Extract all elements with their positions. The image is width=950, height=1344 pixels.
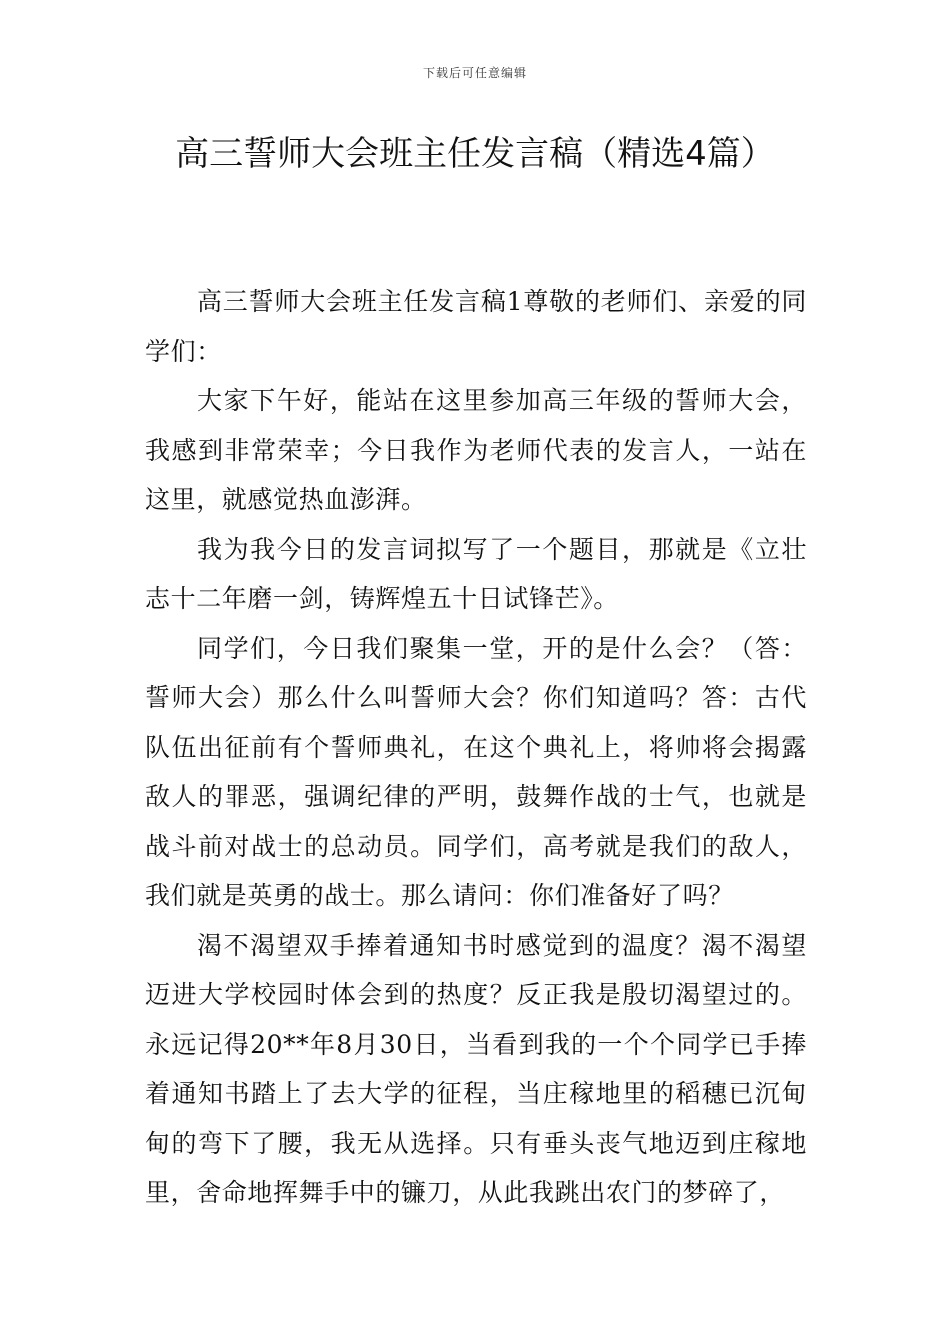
paragraph-2: 大家下午好，能站在这里参加高三年级的誓师大会，我感到非常荣幸；今日我作为老师代表的发言人，一站在这里，就感觉热血澎湃。: [145, 386, 807, 514]
document-body: [145, 277, 807, 1218]
header-note: 下载后可任意编辑: [422, 66, 527, 80]
paragraph-5: 渴不渴望双手捧着通知书时感觉到的温度？渴不渴望迈进大学校园时体会到的热度？反正我是殷切渴望过的。永远记得20**年8月30日，当看到我的一个个同学已手捧着通知书踏上了去大学的征程，当庄稼地里的稻穗已沉甸甸的弯下了腰，我无从选择。只有垂头丧气地迈到庄稼地里，舍命地挥舞手中的镰刀，从此我跳出农门的梦碎了，: [145, 930, 807, 1207]
paragraph-4: 同学们，今日我们聚集一堂，开的是什么会？（答：誓师大会）那么什么叫誓师大会？你们知道吗？答：古代队伍出征前有个誓师典礼，在这个典礼上，将帅将会揭露敌人的罪恶，强调纪律的严明，鼓舞作战的士气，也就是战斗前对战士的总动员。同学们，高考就是我们的敌人，我们就是英勇的战士。那么请问：你们准备好了吗？: [145, 633, 807, 910]
paragraph-3: 我为我今日的发言词拟写了一个题目，那就是《立壮志十二年磨一剑，铸辉煌五十日试锋芒》。: [145, 534, 807, 613]
paragraph-1: 高三誓师大会班主任发言稿1尊敬的老师们、亲爱的同学们：: [145, 287, 807, 366]
document-title: 高三誓师大会班主任发言稿（精选4篇）: [175, 134, 775, 174]
